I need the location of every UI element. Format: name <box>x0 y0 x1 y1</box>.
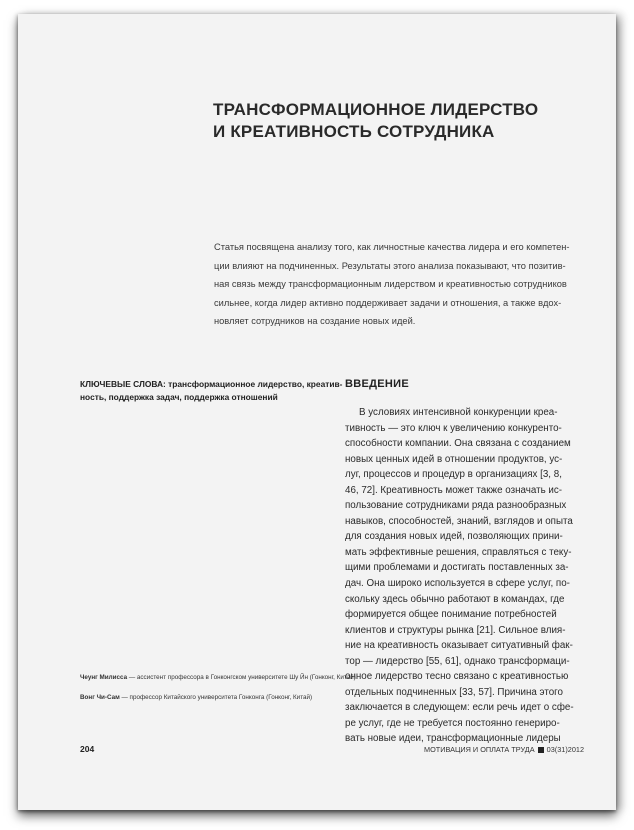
author-description: — профессор Китайского университета Гонконга (Гонконг, Китай) <box>119 694 313 701</box>
body-line: скольку здесь обычно работают в командах, где <box>345 593 565 605</box>
document-page <box>18 14 616 810</box>
author-name: Вонг Чи-Сам <box>80 694 120 701</box>
body-line: новых ценных идей в отношении продуктов, ус- <box>345 453 563 465</box>
body-line: пользование сотрудниками ряда разнообразных <box>345 500 567 512</box>
body-line: дач. Она широко используется в сфере услуг, по- <box>345 578 570 590</box>
journal-issue: 03(31)2012 <box>546 745 584 754</box>
keywords-line-2: ность, поддержка задач, поддержка отношений <box>80 391 278 402</box>
body-line: ние на креативность оказывает ситуативный фак- <box>345 640 573 652</box>
body-line: заключается в следующем: если речь идет о сфе- <box>345 702 574 714</box>
abstract-line: сильнее, когда лидер активно поддерживает задачи и отношения, а также вдох- <box>214 297 562 308</box>
title-line-1: ТРАНСФОРМАЦИОННОЕ ЛИДЕРСТВО <box>213 100 539 119</box>
body-line: онное лидерство тесно связано с креативностью <box>345 671 569 683</box>
body-line: В условиях интенсивной конкуренции креа- <box>359 407 558 418</box>
journal-footer <box>424 745 584 754</box>
body-line: мать эффективные решения, справляться с теку- <box>345 546 572 558</box>
body-line: щими проблемами и достигать поставленных за- <box>345 562 569 574</box>
body-line: луг, процессов и процедур в организациях [3, 8, <box>345 469 562 481</box>
body-line: способности компании. Она связана с созданием <box>345 438 571 450</box>
body-line: для создания новых идей, позволяющих прини- <box>345 531 563 543</box>
body-line: навыков, способностей, знаний, взглядов и опыта <box>345 515 573 527</box>
author-note-2 <box>80 694 360 701</box>
body-line: 46, 72]. Креативность может также означать ис- <box>345 484 563 496</box>
body-line: ре услуг, где не требуется постоянно генериро- <box>345 717 560 729</box>
page-number: 204 <box>80 744 95 754</box>
journal-name: МОТИВАЦИЯ И ОПЛАТА ТРУДА <box>424 745 535 754</box>
body-line: тивность — это ключ к увеличению конкуренто- <box>345 422 562 434</box>
abstract-line: ции влияют на подчиненных. Результаты этого анализа показывают, что позитив- <box>214 260 566 271</box>
body-line: вать новые идеи, трансформационные лидеры <box>345 733 561 745</box>
abstract-line: ная связь между трансформационным лидерством и креативностью сотрудников <box>214 279 567 290</box>
square-separator-icon <box>538 747 544 753</box>
body-line: тор — лидерство [55, 61], однако трансформаци- <box>345 655 570 667</box>
author-note-1 <box>80 674 360 681</box>
article-title <box>213 99 573 143</box>
body-line: формируется общее понимание потребностей <box>345 609 557 621</box>
keywords <box>80 378 343 403</box>
body-text <box>345 405 605 747</box>
abstract-line: новляет сотрудников на создание новых идей. <box>214 316 416 327</box>
body-line: клиентов и структуры рынка [21]. Сильное влия- <box>345 624 566 636</box>
author-description: — ассистент профессора в Гонконгском университете Шу Йн (Гонконг, Китай) <box>127 674 356 681</box>
keywords-line-1: трансформационное лидерство, креатив- <box>168 379 343 389</box>
section-heading: ВВЕДЕНИЕ <box>345 378 409 390</box>
abstract <box>214 238 584 331</box>
keywords-label: КЛЮЧЕВЫЕ СЛОВА: <box>80 379 166 389</box>
abstract-line: Статья посвящена анализу того, как личностные качества лидера и его компетен- <box>214 242 570 252</box>
author-name: Чеунг Милисса <box>80 674 128 681</box>
body-line: отдельных подчиненных [33, 57]. Причина этого <box>345 686 563 698</box>
title-line-2: И КРЕАТИВНОСТЬ СОТРУДНИКА <box>213 122 495 141</box>
